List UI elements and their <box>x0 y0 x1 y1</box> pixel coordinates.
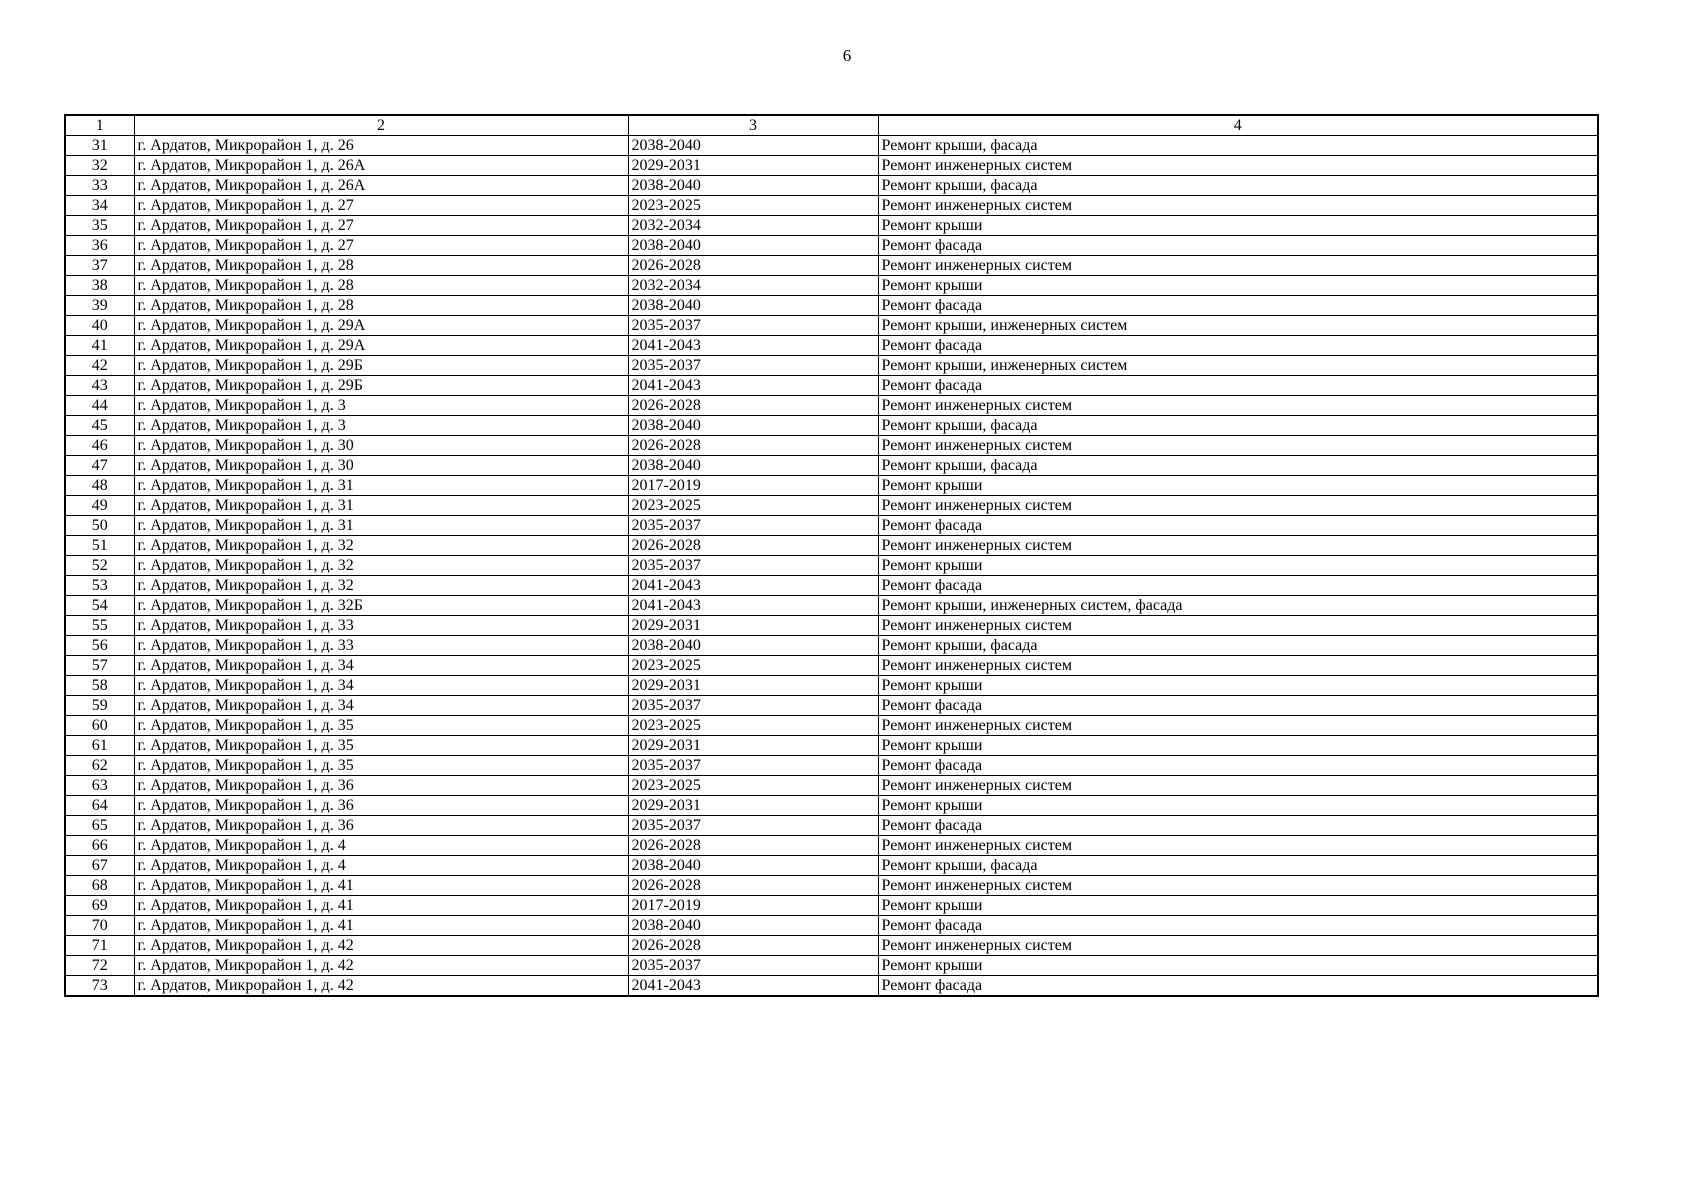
address-cell: г. Ардатов, Микрорайон 1, д. 35 <box>134 756 628 776</box>
table-row <box>65 336 1598 356</box>
header-row <box>65 115 1598 136</box>
row-number: 65 <box>65 816 134 836</box>
table-row <box>65 756 1598 776</box>
work-type-cell: Ремонт инженерных систем <box>878 656 1598 676</box>
work-type-cell: Ремонт фасада <box>878 516 1598 536</box>
address-cell: г. Ардатов, Микрорайон 1, д. 33 <box>134 616 628 636</box>
table-row <box>65 816 1598 836</box>
address-cell: г. Ардатов, Микрорайон 1, д. 26А <box>134 156 628 176</box>
period-cell: 2029-2031 <box>628 156 878 176</box>
period-cell: 2017-2019 <box>628 476 878 496</box>
table-row <box>65 516 1598 536</box>
period-cell: 2035-2037 <box>628 816 878 836</box>
row-number: 69 <box>65 896 134 916</box>
period-cell: 2038-2040 <box>628 916 878 936</box>
table-row <box>65 636 1598 656</box>
row-number: 32 <box>65 156 134 176</box>
table-row <box>65 856 1598 876</box>
address-cell: г. Ардатов, Микрорайон 1, д. 3 <box>134 416 628 436</box>
address-cell: г. Ардатов, Микрорайон 1, д. 28 <box>134 256 628 276</box>
address-cell: г. Ардатов, Микрорайон 1, д. 29Б <box>134 376 628 396</box>
address-cell: г. Ардатов, Микрорайон 1, д. 35 <box>134 716 628 736</box>
address-cell: г. Ардатов, Микрорайон 1, д. 26 <box>134 136 628 156</box>
period-cell: 2026-2028 <box>628 936 878 956</box>
work-type-cell: Ремонт фасада <box>878 976 1598 997</box>
period-cell: 2023-2025 <box>628 656 878 676</box>
row-number: 68 <box>65 876 134 896</box>
work-type-cell: Ремонт инженерных систем <box>878 716 1598 736</box>
period-cell: 2035-2037 <box>628 556 878 576</box>
table-row <box>65 356 1598 376</box>
row-number: 66 <box>65 836 134 856</box>
period-cell: 2041-2043 <box>628 976 878 997</box>
period-cell: 2038-2040 <box>628 456 878 476</box>
work-type-cell: Ремонт крыши <box>878 676 1598 696</box>
row-number: 58 <box>65 676 134 696</box>
row-number: 36 <box>65 236 134 256</box>
period-cell: 2035-2037 <box>628 316 878 336</box>
table-row <box>65 416 1598 436</box>
address-cell: г. Ардатов, Микрорайон 1, д. 31 <box>134 476 628 496</box>
period-cell: 2038-2040 <box>628 236 878 256</box>
address-cell: г. Ардатов, Микрорайон 1, д. 31 <box>134 516 628 536</box>
period-cell: 2038-2040 <box>628 636 878 656</box>
row-number: 56 <box>65 636 134 656</box>
address-cell: г. Ардатов, Микрорайон 1, д. 4 <box>134 856 628 876</box>
address-cell: г. Ардатов, Микрорайон 1, д. 42 <box>134 976 628 997</box>
table-row <box>65 436 1598 456</box>
work-type-cell: Ремонт инженерных систем <box>878 436 1598 456</box>
table-row <box>65 376 1598 396</box>
period-cell: 2035-2037 <box>628 756 878 776</box>
work-type-cell: Ремонт инженерных систем <box>878 776 1598 796</box>
row-number: 35 <box>65 216 134 236</box>
work-type-cell: Ремонт крыши <box>878 736 1598 756</box>
work-type-cell: Ремонт фасада <box>878 296 1598 316</box>
work-type-cell: Ремонт инженерных систем <box>878 496 1598 516</box>
row-number: 72 <box>65 956 134 976</box>
period-cell: 2029-2031 <box>628 616 878 636</box>
address-cell: г. Ардатов, Микрорайон 1, д. 35 <box>134 736 628 756</box>
table-row <box>65 556 1598 576</box>
table-row <box>65 276 1598 296</box>
table-row <box>65 616 1598 636</box>
period-cell: 2026-2028 <box>628 876 878 896</box>
table-row <box>65 956 1598 976</box>
row-number: 46 <box>65 436 134 456</box>
work-type-cell: Ремонт крыши <box>878 556 1598 576</box>
address-cell: г. Ардатов, Микрорайон 1, д. 27 <box>134 236 628 256</box>
page-number: 6 <box>842 46 852 65</box>
period-cell: 2029-2031 <box>628 676 878 696</box>
row-number: 71 <box>65 936 134 956</box>
column-header-number: 1 <box>65 115 134 136</box>
table-row <box>65 176 1598 196</box>
work-type-cell: Ремонт инженерных систем <box>878 156 1598 176</box>
work-type-cell: Ремонт фасада <box>878 236 1598 256</box>
row-number: 44 <box>65 396 134 416</box>
address-cell: г. Ардатов, Микрорайон 1, д. 26А <box>134 176 628 196</box>
period-cell: 2041-2043 <box>628 576 878 596</box>
row-number: 45 <box>65 416 134 436</box>
address-cell: г. Ардатов, Микрорайон 1, д. 31 <box>134 496 628 516</box>
address-cell: г. Ардатов, Микрорайон 1, д. 27 <box>134 196 628 216</box>
address-cell: г. Ардатов, Микрорайон 1, д. 41 <box>134 916 628 936</box>
work-type-cell: Ремонт крыши, фасада <box>878 636 1598 656</box>
address-cell: г. Ардатов, Микрорайон 1, д. 32 <box>134 576 628 596</box>
work-type-cell: Ремонт инженерных систем <box>878 876 1598 896</box>
work-type-cell: Ремонт фасада <box>878 576 1598 596</box>
period-cell: 2041-2043 <box>628 376 878 396</box>
row-number: 67 <box>65 856 134 876</box>
row-number: 42 <box>65 356 134 376</box>
work-type-cell: Ремонт инженерных систем <box>878 536 1598 556</box>
row-number: 52 <box>65 556 134 576</box>
work-type-cell: Ремонт крыши, инженерных систем <box>878 356 1598 376</box>
repair-schedule-table <box>64 114 1599 997</box>
table-row <box>65 716 1598 736</box>
address-cell: г. Ардатов, Микрорайон 1, д. 32 <box>134 536 628 556</box>
row-number: 73 <box>65 976 134 997</box>
work-type-cell: Ремонт крыши <box>878 796 1598 816</box>
period-cell: 2032-2034 <box>628 216 878 236</box>
period-cell: 2023-2025 <box>628 496 878 516</box>
address-cell: г. Ардатов, Микрорайон 1, д. 4 <box>134 836 628 856</box>
work-type-cell: Ремонт крыши, инженерных систем <box>878 316 1598 336</box>
table-row <box>65 216 1598 236</box>
row-number: 47 <box>65 456 134 476</box>
address-cell: г. Ардатов, Микрорайон 1, д. 28 <box>134 276 628 296</box>
row-number: 37 <box>65 256 134 276</box>
work-type-cell: Ремонт крыши, фасада <box>878 176 1598 196</box>
work-type-cell: Ремонт крыши <box>878 956 1598 976</box>
row-number: 63 <box>65 776 134 796</box>
column-header-work-type: 4 <box>878 115 1598 136</box>
period-cell: 2026-2028 <box>628 536 878 556</box>
work-type-cell: Ремонт фасада <box>878 816 1598 836</box>
table-row <box>65 656 1598 676</box>
work-type-cell: Ремонт фасада <box>878 756 1598 776</box>
row-number: 61 <box>65 736 134 756</box>
row-number: 34 <box>65 196 134 216</box>
row-number: 62 <box>65 756 134 776</box>
address-cell: г. Ардатов, Микрорайон 1, д. 32 <box>134 556 628 576</box>
address-cell: г. Ардатов, Микрорайон 1, д. 34 <box>134 676 628 696</box>
table-row <box>65 136 1598 156</box>
table-row <box>65 496 1598 516</box>
address-cell: г. Ардатов, Микрорайон 1, д. 36 <box>134 796 628 816</box>
work-type-cell: Ремонт инженерных систем <box>878 836 1598 856</box>
period-cell: 2026-2028 <box>628 436 878 456</box>
period-cell: 2035-2037 <box>628 516 878 536</box>
period-cell: 2038-2040 <box>628 176 878 196</box>
address-cell: г. Ардатов, Микрорайон 1, д. 34 <box>134 656 628 676</box>
column-header-period: 3 <box>628 115 878 136</box>
table-row <box>65 196 1598 216</box>
row-number: 59 <box>65 696 134 716</box>
address-cell: г. Ардатов, Микрорайон 1, д. 29А <box>134 316 628 336</box>
table-row <box>65 156 1598 176</box>
work-type-cell: Ремонт инженерных систем <box>878 936 1598 956</box>
period-cell: 2041-2043 <box>628 596 878 616</box>
work-type-cell: Ремонт инженерных систем <box>878 396 1598 416</box>
period-cell: 2035-2037 <box>628 356 878 376</box>
row-number: 48 <box>65 476 134 496</box>
table-body <box>65 136 1598 997</box>
table-row <box>65 296 1598 316</box>
table-row <box>65 916 1598 936</box>
table-row <box>65 836 1598 856</box>
row-number: 33 <box>65 176 134 196</box>
table-row <box>65 696 1598 716</box>
address-cell: г. Ардатов, Микрорайон 1, д. 36 <box>134 776 628 796</box>
row-number: 50 <box>65 516 134 536</box>
row-number: 64 <box>65 796 134 816</box>
row-number: 38 <box>65 276 134 296</box>
table-row <box>65 316 1598 336</box>
period-cell: 2032-2034 <box>628 276 878 296</box>
period-cell: 2026-2028 <box>628 396 878 416</box>
table-row <box>65 576 1598 596</box>
table-row <box>65 976 1598 997</box>
address-cell: г. Ардатов, Микрорайон 1, д. 33 <box>134 636 628 656</box>
table-row <box>65 396 1598 416</box>
row-number: 57 <box>65 656 134 676</box>
table-row <box>65 256 1598 276</box>
row-number: 49 <box>65 496 134 516</box>
work-type-cell: Ремонт крыши, инженерных систем, фасада <box>878 596 1598 616</box>
work-type-cell: Ремонт фасада <box>878 916 1598 936</box>
address-cell: г. Ардатов, Микрорайон 1, д. 42 <box>134 956 628 976</box>
period-cell: 2026-2028 <box>628 256 878 276</box>
address-cell: г. Ардатов, Микрорайон 1, д. 30 <box>134 456 628 476</box>
row-number: 55 <box>65 616 134 636</box>
row-number: 43 <box>65 376 134 396</box>
address-cell: г. Ардатов, Микрорайон 1, д. 30 <box>134 436 628 456</box>
address-cell: г. Ардатов, Микрорайон 1, д. 3 <box>134 396 628 416</box>
period-cell: 2038-2040 <box>628 856 878 876</box>
table-row <box>65 796 1598 816</box>
table-row <box>65 536 1598 556</box>
work-type-cell: Ремонт фасада <box>878 336 1598 356</box>
period-cell: 2023-2025 <box>628 716 878 736</box>
work-type-cell: Ремонт крыши, фасада <box>878 136 1598 156</box>
period-cell: 2023-2025 <box>628 776 878 796</box>
row-number: 51 <box>65 536 134 556</box>
address-cell: г. Ардатов, Микрорайон 1, д. 41 <box>134 896 628 916</box>
table-row <box>65 936 1598 956</box>
work-type-cell: Ремонт фасада <box>878 376 1598 396</box>
address-cell: г. Ардатов, Микрорайон 1, д. 27 <box>134 216 628 236</box>
period-cell: 2038-2040 <box>628 136 878 156</box>
work-type-cell: Ремонт инженерных систем <box>878 196 1598 216</box>
row-number: 39 <box>65 296 134 316</box>
column-header-address: 2 <box>134 115 628 136</box>
period-cell: 2023-2025 <box>628 196 878 216</box>
table-row <box>65 896 1598 916</box>
work-type-cell: Ремонт инженерных систем <box>878 616 1598 636</box>
work-type-cell: Ремонт крыши <box>878 216 1598 236</box>
work-type-cell: Ремонт крыши, фасада <box>878 456 1598 476</box>
period-cell: 2017-2019 <box>628 896 878 916</box>
period-cell: 2026-2028 <box>628 836 878 856</box>
table-row <box>65 776 1598 796</box>
period-cell: 2035-2037 <box>628 956 878 976</box>
period-cell: 2029-2031 <box>628 736 878 756</box>
table-row <box>65 676 1598 696</box>
table-row <box>65 736 1598 756</box>
table-row <box>65 236 1598 256</box>
table-row <box>65 876 1598 896</box>
work-type-cell: Ремонт крыши, фасада <box>878 856 1598 876</box>
row-number: 31 <box>65 136 134 156</box>
work-type-cell: Ремонт крыши <box>878 896 1598 916</box>
table-row <box>65 476 1598 496</box>
work-type-cell: Ремонт крыши <box>878 276 1598 296</box>
row-number: 40 <box>65 316 134 336</box>
address-cell: г. Ардатов, Микрорайон 1, д. 28 <box>134 296 628 316</box>
period-cell: 2038-2040 <box>628 296 878 316</box>
work-type-cell: Ремонт крыши, фасада <box>878 416 1598 436</box>
work-type-cell: Ремонт инженерных систем <box>878 256 1598 276</box>
table-row <box>65 456 1598 476</box>
work-type-cell: Ремонт фасада <box>878 696 1598 716</box>
row-number: 70 <box>65 916 134 936</box>
address-cell: г. Ардатов, Микрорайон 1, д. 36 <box>134 816 628 836</box>
period-cell: 2041-2043 <box>628 336 878 356</box>
period-cell: 2029-2031 <box>628 796 878 816</box>
address-cell: г. Ардатов, Микрорайон 1, д. 32Б <box>134 596 628 616</box>
period-cell: 2035-2037 <box>628 696 878 716</box>
address-cell: г. Ардатов, Микрорайон 1, д. 41 <box>134 876 628 896</box>
address-cell: г. Ардатов, Микрорайон 1, д. 29А <box>134 336 628 356</box>
row-number: 41 <box>65 336 134 356</box>
work-type-cell: Ремонт крыши <box>878 476 1598 496</box>
address-cell: г. Ардатов, Микрорайон 1, д. 42 <box>134 936 628 956</box>
address-cell: г. Ардатов, Микрорайон 1, д. 29Б <box>134 356 628 376</box>
row-number: 60 <box>65 716 134 736</box>
address-cell: г. Ардатов, Микрорайон 1, д. 34 <box>134 696 628 716</box>
period-cell: 2038-2040 <box>628 416 878 436</box>
row-number: 53 <box>65 576 134 596</box>
row-number: 54 <box>65 596 134 616</box>
table-row <box>65 596 1598 616</box>
